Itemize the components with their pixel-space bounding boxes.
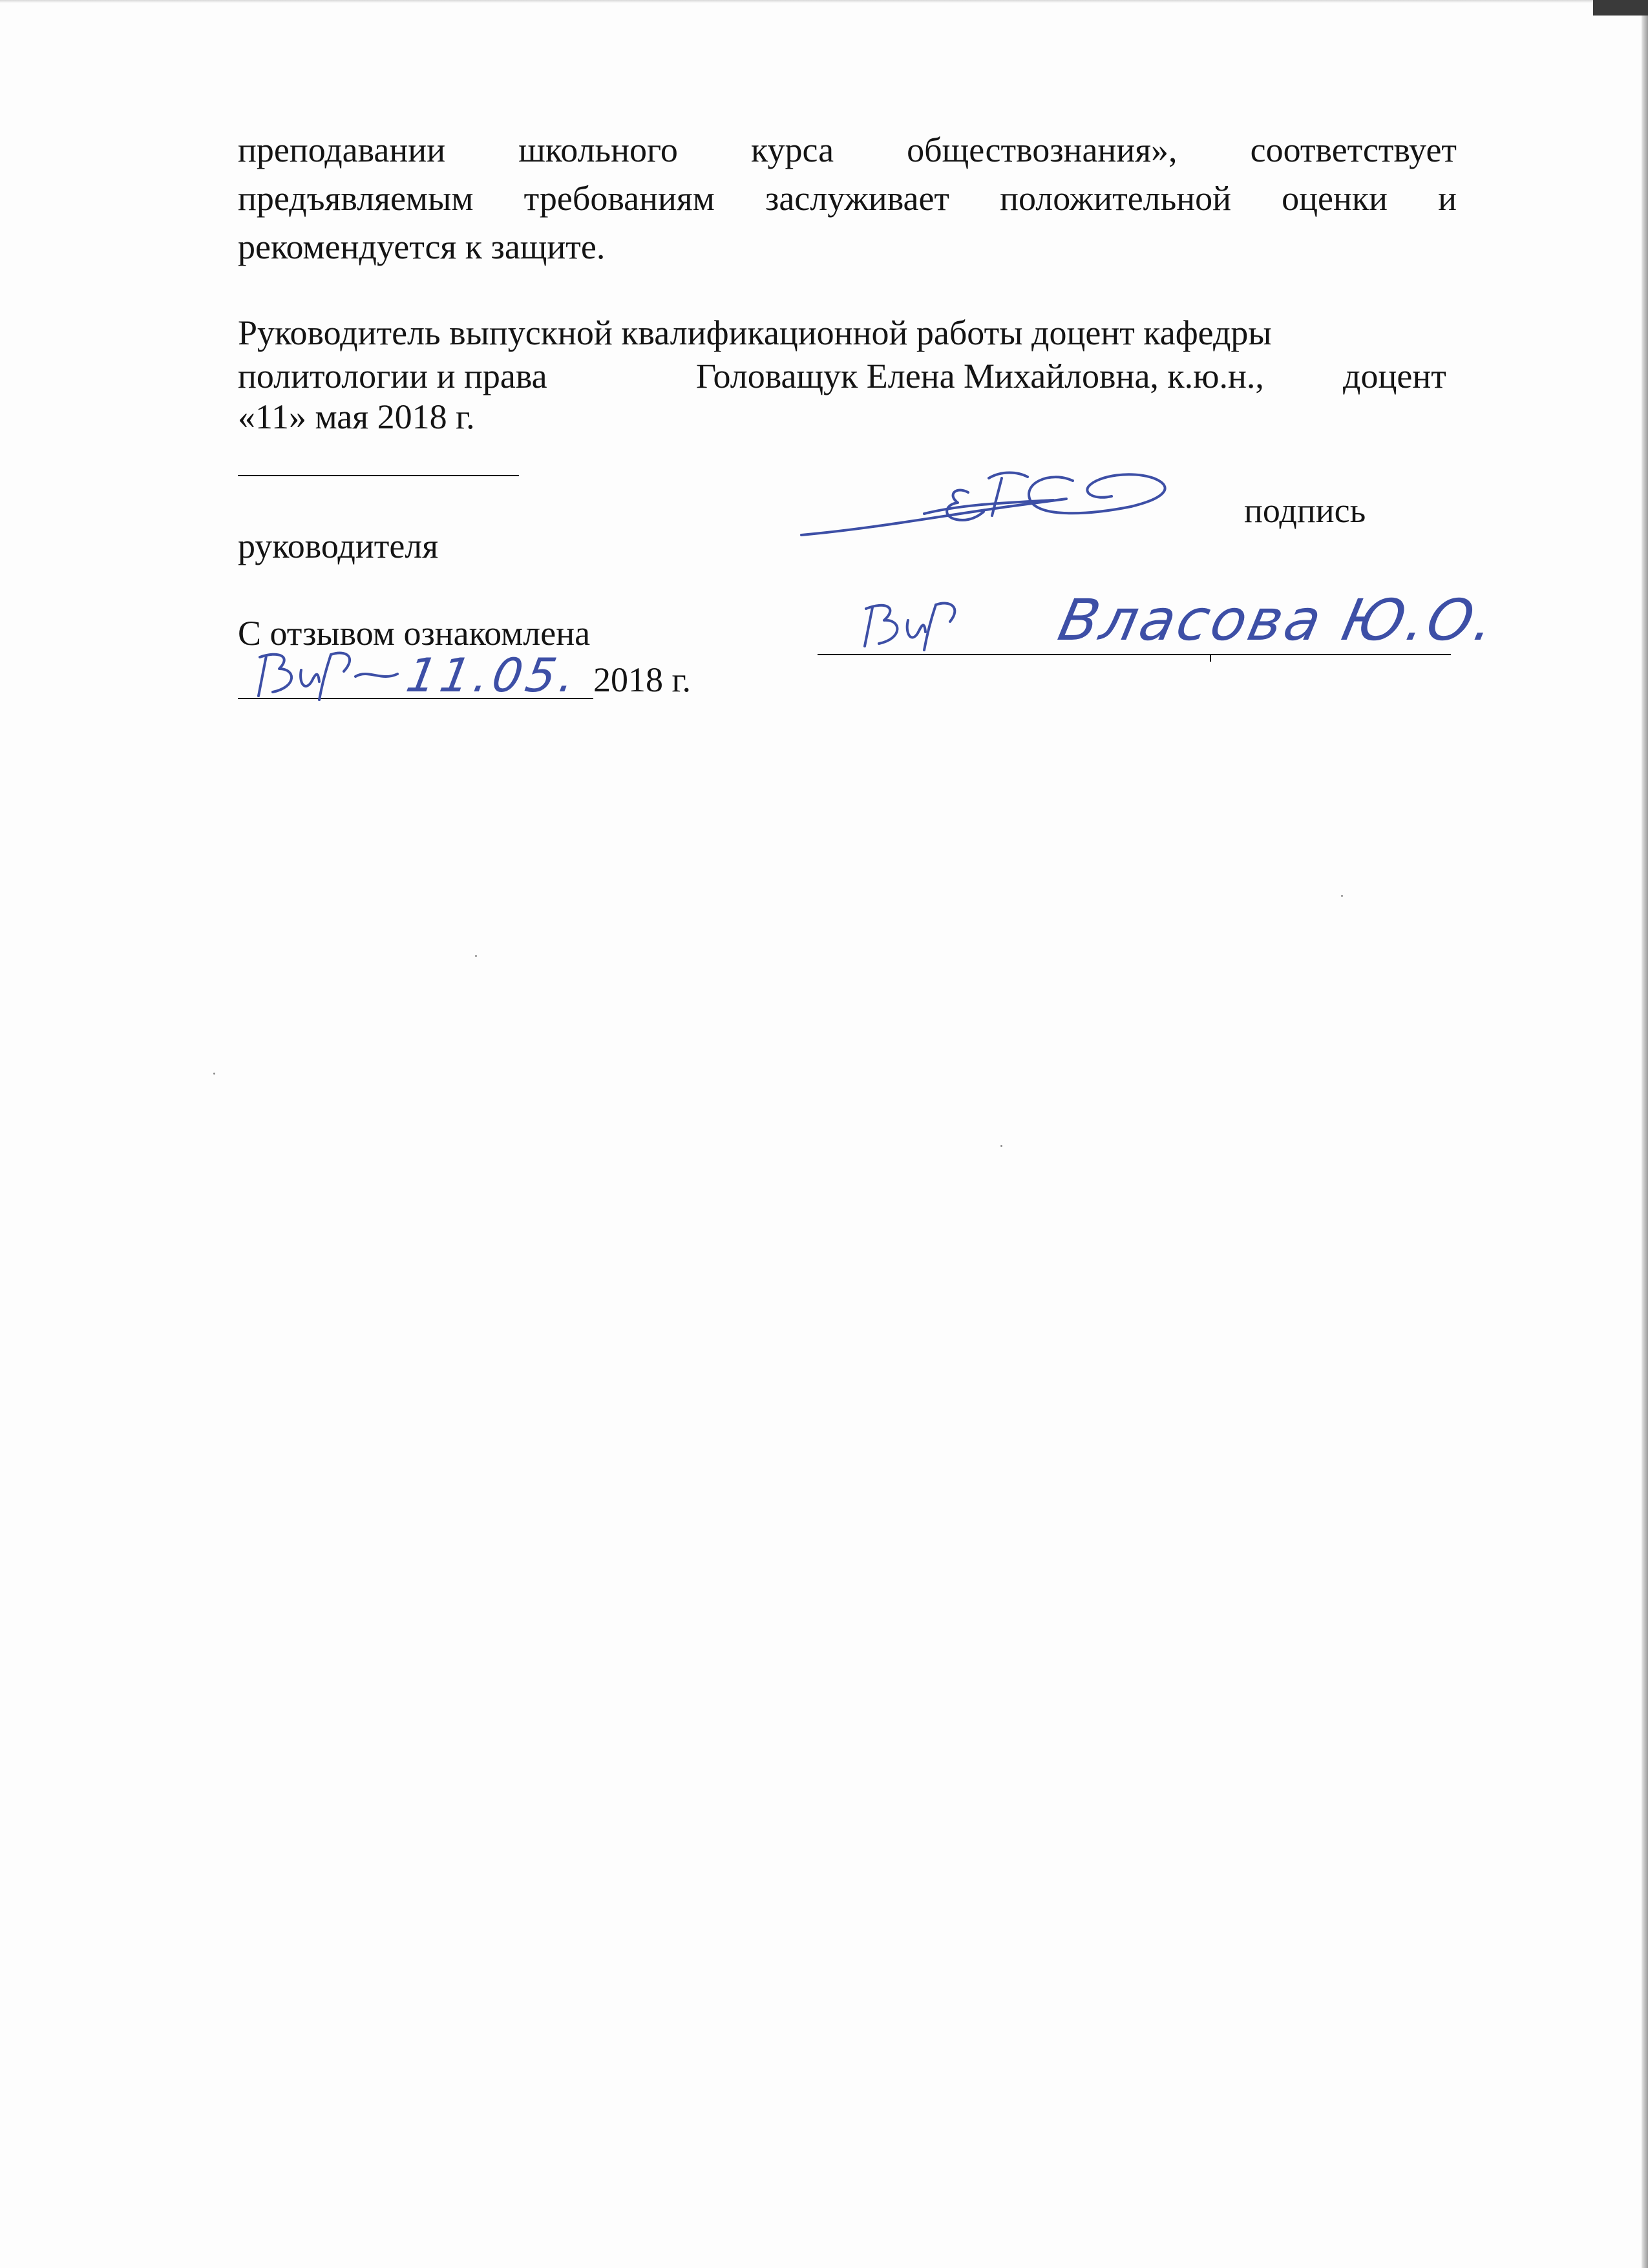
supervisor-title-line: Руководитель выпускной квалификационной работы доцент кафедры <box>238 313 1272 352</box>
word: школьного <box>518 131 678 169</box>
acknowledgement-year: 2018 г. <box>593 660 692 699</box>
signature-caption: подпись <box>1244 491 1366 530</box>
word: оценки <box>1282 179 1388 218</box>
review-conclusion-paragraph <box>238 126 1457 271</box>
word: требованиям <box>523 179 715 218</box>
word: рекомендуется к защите. <box>238 227 606 266</box>
handwritten-date: 11.05. <box>402 648 584 702</box>
word: соответствует <box>1250 131 1457 169</box>
word: курса <box>750 131 834 169</box>
word: преподавании <box>238 131 446 169</box>
scan-edge-top <box>0 0 1648 3</box>
scan-speck <box>475 955 477 957</box>
student-initials-signature <box>252 636 407 708</box>
paragraph-line-1 <box>238 126 1457 174</box>
word: положительной <box>1000 179 1232 218</box>
supervisor-signature <box>795 452 1196 549</box>
scan-speck <box>213 1073 215 1075</box>
scan-corner-mark <box>1593 0 1648 16</box>
scan-edge-right <box>1642 0 1648 2268</box>
word: заслуживает <box>765 179 950 218</box>
scan-speck <box>1341 895 1343 897</box>
supervisor-name: Головащук Елена Михайловна, к.ю.н., <box>696 357 1264 395</box>
word: обществознания», <box>907 131 1178 169</box>
paragraph-line-3 <box>238 223 1457 271</box>
signature-underline-short <box>238 475 519 476</box>
supervisor-department: политологии и права <box>238 357 547 395</box>
review-date: «11» мая 2018 г. <box>238 397 475 436</box>
acknowledgement-label: С отзывом ознакомлена <box>238 614 591 653</box>
signature-caption-supervisor: руководителя <box>238 527 439 565</box>
word: предъявляемым <box>238 179 474 218</box>
supervisor-rank: доцент <box>1343 357 1446 395</box>
paragraph-line-2 <box>238 174 1457 223</box>
word: и <box>1438 179 1457 218</box>
student-name-handwritten: Власова Ю.О. <box>1053 587 1503 653</box>
scan-speck <box>1000 1145 1002 1147</box>
